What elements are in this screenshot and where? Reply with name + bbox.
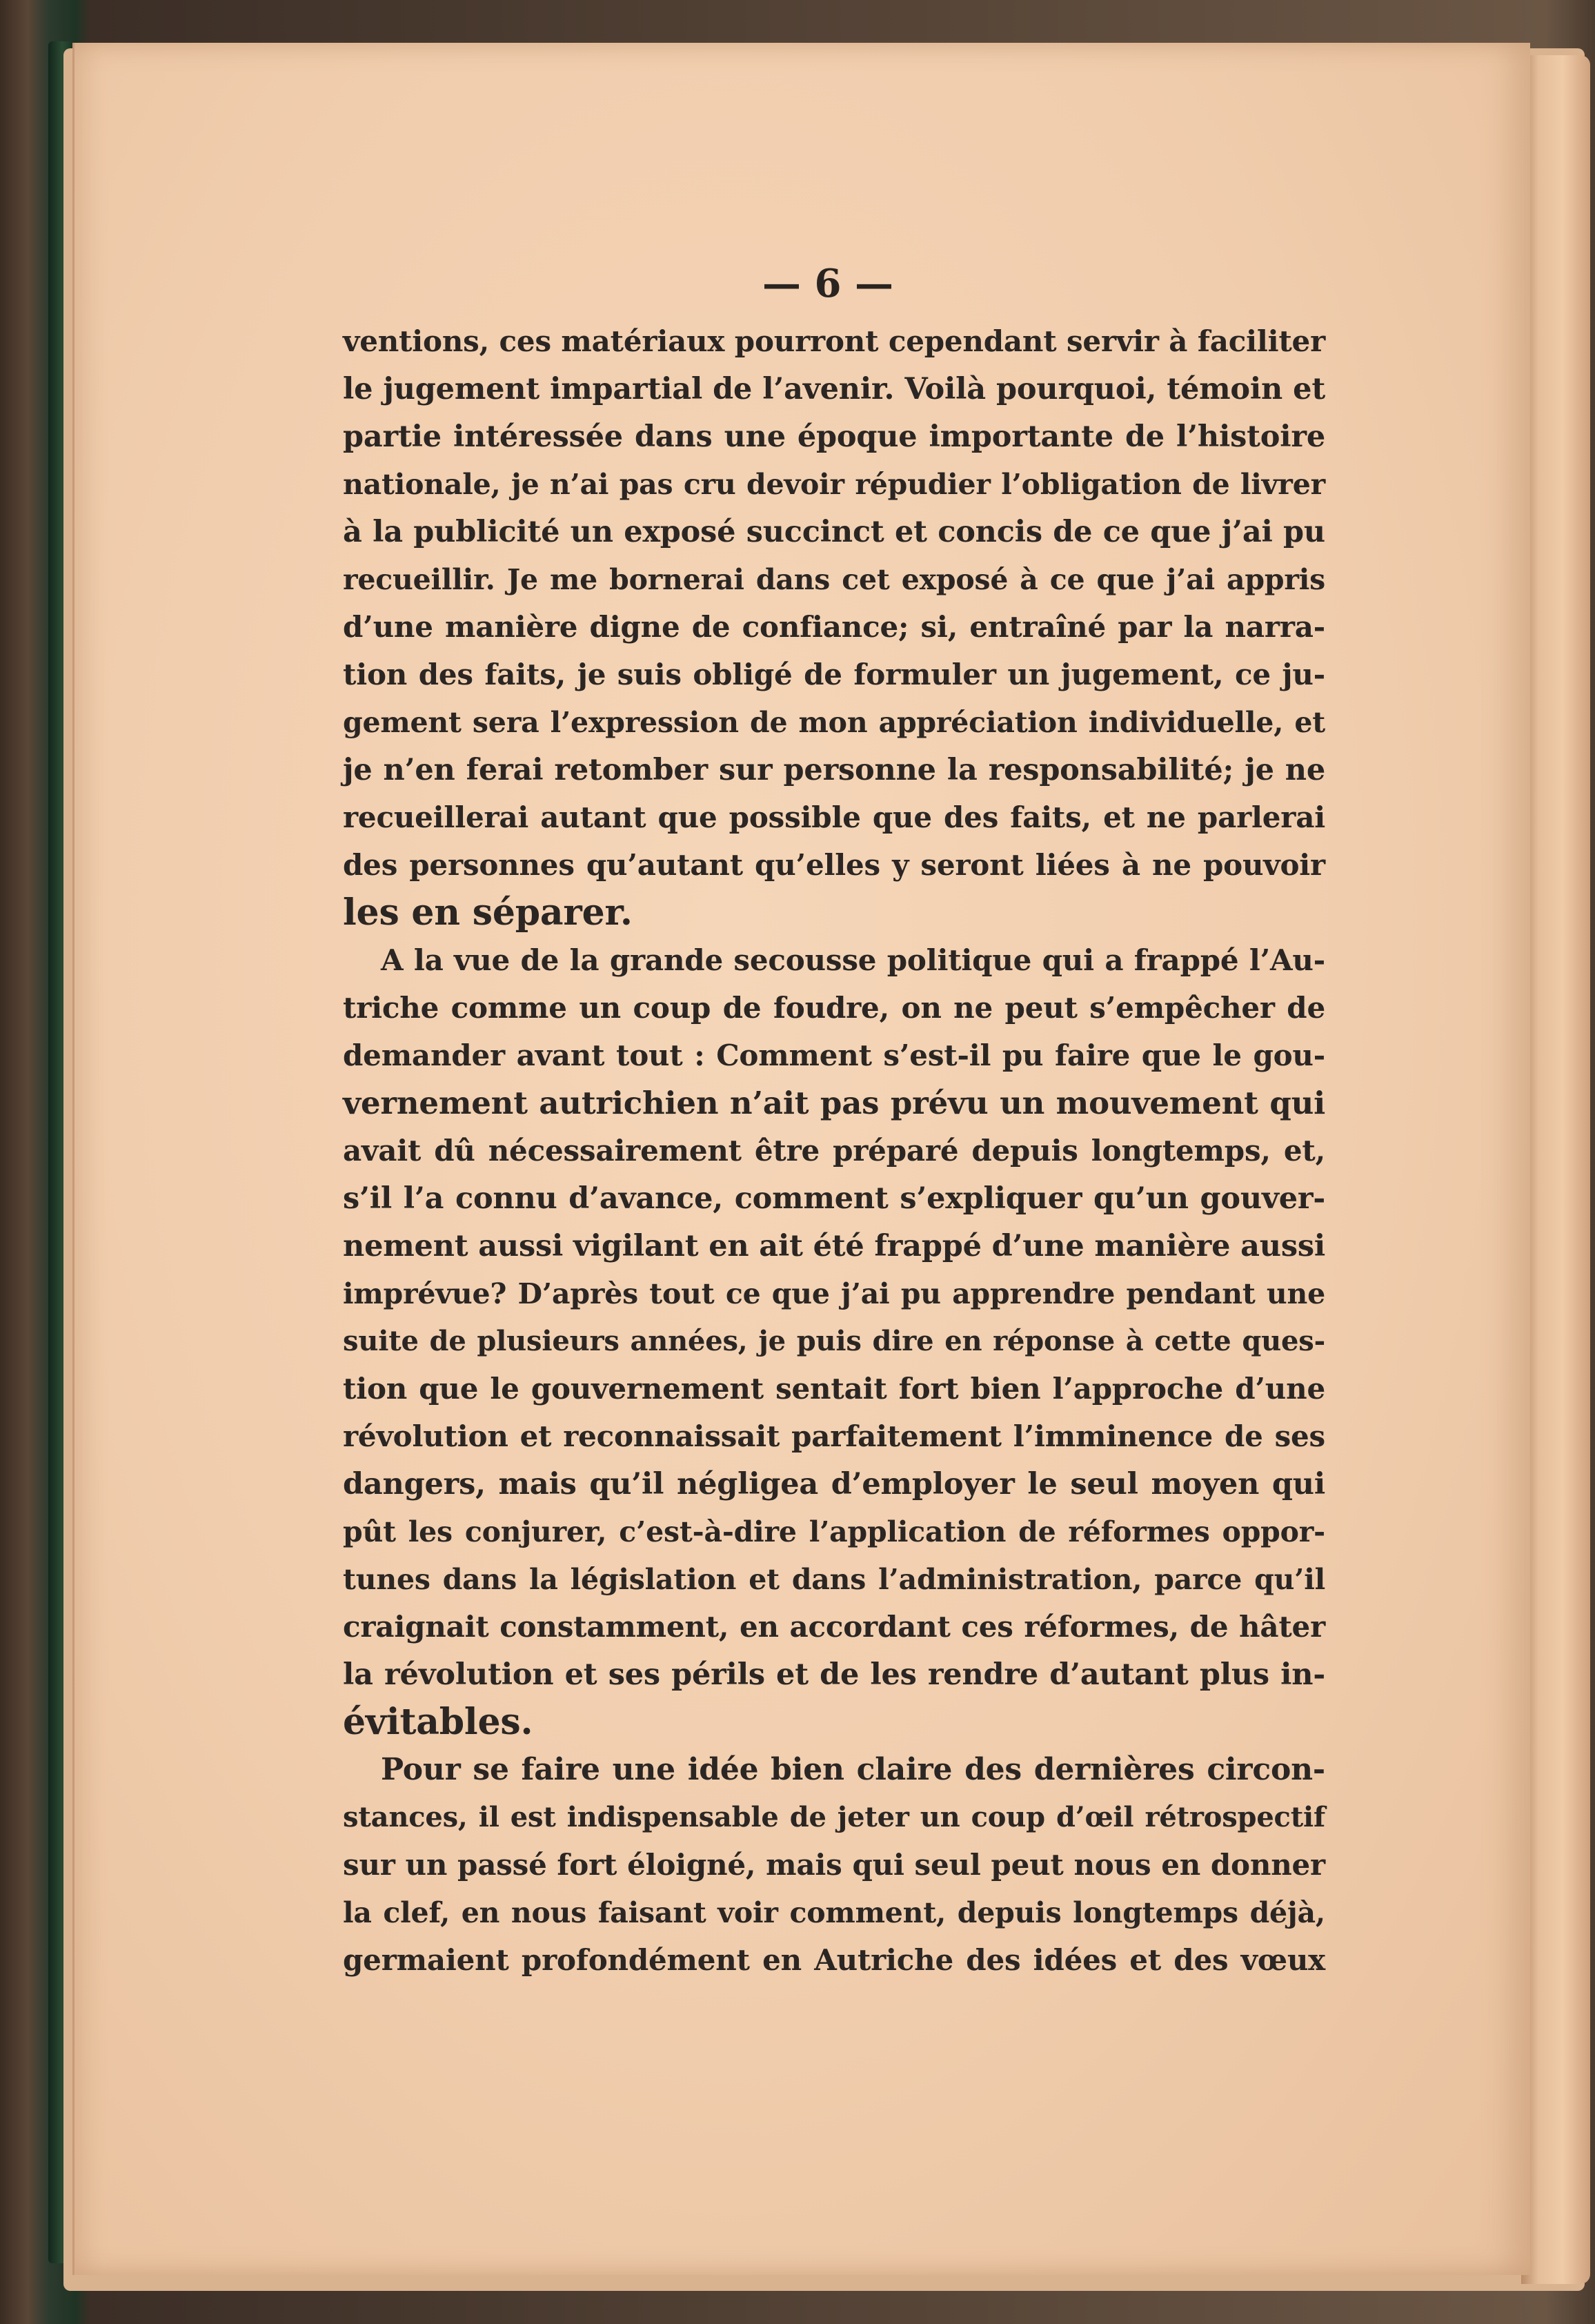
text-line: imprévue? D’après tout ce que j’ai pu apprendre pendant une (343, 1277, 1325, 1310)
text-line: demander avant tout : Comment s’est-il pu faire que le gou- (343, 1038, 1325, 1072)
text-line: les en séparer. (343, 892, 633, 934)
page-right-edge (1521, 55, 1590, 2284)
text-line: Pour se faire une idée bien claire des dernières circon- (381, 1752, 1325, 1787)
text-line: tunes dans la législation et dans l’administration, parce qu’il (343, 1563, 1325, 1596)
text-line: d’une manière digne de confiance; si, entraîné par la narra- (343, 610, 1325, 644)
text-line: pût les conjurer, c’est-à-dire l’application de réformes oppor- (343, 1515, 1325, 1548)
text-line: ventions, ces matériaux pourront cependant servir à faciliter (343, 324, 1325, 358)
text-line: à la publicité un exposé succinct et concis de ce que j’ai pu (343, 515, 1325, 549)
text-line: stances, il est indispensable de jeter un coup d’œil rétrospectif (343, 1801, 1325, 1833)
text-line: recueillerai autant que possible que des faits, et ne parlerai (343, 800, 1325, 834)
page-number: — 6 — (762, 261, 893, 306)
text-line: je n’en ferai retomber sur personne la responsabilité; je ne (343, 753, 1325, 787)
text-line: évitables. (343, 1701, 533, 1743)
text-line: gement sera l’expression de mon appréciation individuelle, et (343, 706, 1325, 739)
text-line: triche comme un coup de foudre, on ne peut s’empêcher de (343, 991, 1325, 1025)
text-line: nement aussi vigilant en ait été frappé d’une manière aussi (343, 1229, 1325, 1263)
text-line: avait dû nécessairement être préparé depuis longtemps, et, (343, 1134, 1325, 1168)
text-line: nationale, je n’ai pas cru devoir répudier l’obligation de livrer (343, 468, 1325, 501)
text-line: révolution et reconnaissait parfaitement l’imminence de ses (343, 1419, 1325, 1453)
text-line: dangers, mais qu’il négligea d’employer le seul moyen qui (343, 1467, 1325, 1501)
text-line: tion que le gouvernement sentait fort bien l’approche d’une (343, 1372, 1325, 1406)
text-line: craignait constamment, en accordant ces réformes, de hâter (343, 1610, 1325, 1644)
text-line: vernement autrichien n’ait pas prévu un mouvement qui (343, 1085, 1325, 1121)
text-line: sur un passé fort éloigné, mais qui seul peut nous en donner (343, 1848, 1325, 1882)
text-line: partie intéressée dans une époque importante de l’histoire (343, 420, 1325, 454)
text-line: des personnes qu’autant qu’elles y seront liées à ne pouvoir (343, 848, 1325, 882)
text-line: recueillir. Je me bornerai dans cet exposé à ce que j’ai appris (343, 563, 1325, 596)
text-line: tion des faits, je suis obligé de formuler un jugement, ce ju- (343, 658, 1325, 691)
text-line: A la vue de la grande secousse politique qui a frappé l’Au- (381, 943, 1325, 977)
text-line: s’il l’a connu d’avance, comment s’expliquer qu’un gouver- (343, 1181, 1325, 1216)
text-line: le jugement impartial de l’avenir. Voilà pourquoi, témoin et (343, 372, 1325, 406)
text-line: la clef, en nous faisant voir comment, depuis longtemps déjà, (343, 1896, 1325, 1929)
text-line: la révolution et ses périls et de les rendre d’autant plus in- (343, 1657, 1325, 1692)
text-line: germaient profondément en Autriche des idées et des vœux (343, 1943, 1325, 1977)
text-line: suite de plusieurs années, je puis dire en réponse à cette ques- (343, 1325, 1325, 1357)
